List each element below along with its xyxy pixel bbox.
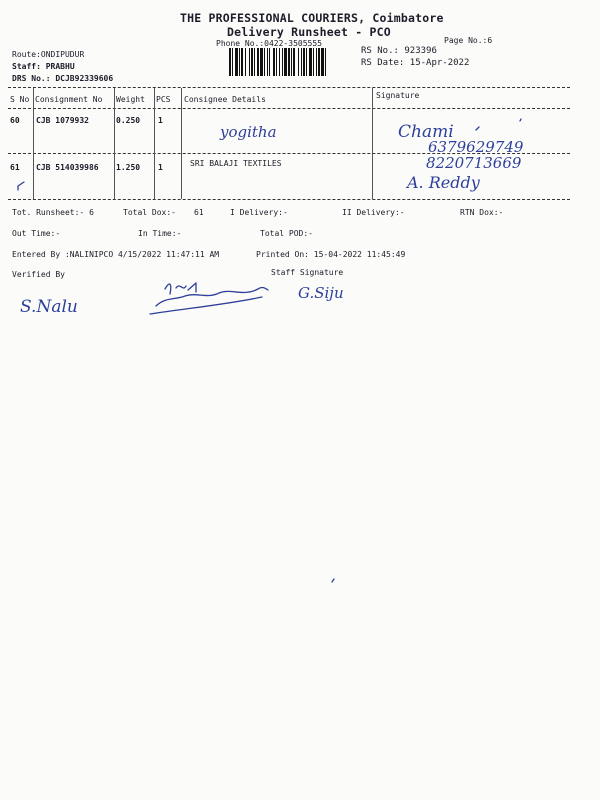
column-header-consignment: Consignment No <box>35 95 103 104</box>
company-name: THE PROFESSIONAL COURIERS, Coimbatore <box>180 11 444 25</box>
total-dox-label: Total Dox:- <box>123 208 176 217</box>
verified-by-signature: S.Nalu <box>20 297 78 317</box>
row-2-consignment: CJB 514039986 <box>36 163 99 172</box>
route-label: Route: <box>12 50 41 59</box>
ii-delivery: II Delivery:- <box>342 208 405 217</box>
row-1-pcs: 1 <box>158 116 163 125</box>
row-2-pcs: 1 <box>158 163 163 172</box>
column-header-pcs: PCS <box>156 95 171 104</box>
verified-by-label: Verified By <box>12 270 65 279</box>
rs-no-label: RS No.: <box>361 46 399 56</box>
staff-label: Staff: <box>12 62 41 71</box>
row-2-consignee: SRI BALAJI TEXTILES <box>190 159 282 168</box>
row-2-tick-mark <box>18 182 24 190</box>
row-1-handwritten-signature: Chami <box>398 122 454 142</box>
phone-number: Phone No.:0422-3505555 <box>216 39 322 48</box>
total-pod: Total POD:- <box>260 229 313 238</box>
row-1-handwritten-consignee: yogitha <box>220 123 277 141</box>
route-value: ONDIPUDUR <box>40 50 85 59</box>
tot-runsheet: Tot. Runsheet:- 6 <box>12 208 94 217</box>
ink-dot <box>520 119 521 121</box>
middle-signature-scrawl <box>156 287 268 306</box>
total-dox-value: 61 <box>194 208 204 217</box>
page-number: Page No.:6 <box>444 36 493 45</box>
out-time: Out Time:- <box>12 229 61 238</box>
row-2-weight: 1.250 <box>116 163 141 172</box>
rs-no-value: 923396 <box>404 46 437 56</box>
column-header-consignee: Consignee Details <box>184 95 266 104</box>
drs-value: DCJB92339606 <box>55 74 114 83</box>
staff-signature-label: Staff Signature <box>271 268 344 277</box>
rtn-dox: RTN Dox:- <box>460 208 504 217</box>
rs-date-label: RS Date: <box>361 58 405 68</box>
row-2-handwritten-phone: 8220713669 <box>426 154 522 172</box>
ink-dot <box>476 127 479 130</box>
row-1-handwritten-phone: 6379629749 <box>428 138 524 156</box>
stray-mark <box>332 579 334 582</box>
column-header-weight: Weight <box>116 95 145 104</box>
staff-signature-ink: G.Siju <box>298 284 344 302</box>
row-1-weight: 0.250 <box>116 116 141 125</box>
printed-on: Printed On: 15-04-2022 11:45:49 <box>256 250 406 259</box>
in-time: In Time:- <box>138 229 182 238</box>
rs-date-value: 15-Apr-2022 <box>409 58 470 68</box>
document-title: Delivery Runsheet - PCO <box>227 25 391 39</box>
drs-label: DRS No.: <box>12 74 51 83</box>
column-header-signature: Signature <box>376 91 420 100</box>
row-1-consignment: CJB 1079932 <box>36 116 89 125</box>
entered-by: Entered By :NALINIPCO 4/15/2022 11:47:11 AM <box>12 250 220 259</box>
row-1-sno: 60 <box>10 116 20 125</box>
middle-signature-top <box>165 283 196 294</box>
staff-value: PRABHU <box>45 62 75 71</box>
row-2-sno: 61 <box>10 163 20 172</box>
i-delivery: I Delivery:- <box>230 208 288 217</box>
column-header-sno: S No <box>10 95 30 104</box>
row-2-handwritten-signature: A. Reddy <box>407 173 480 192</box>
